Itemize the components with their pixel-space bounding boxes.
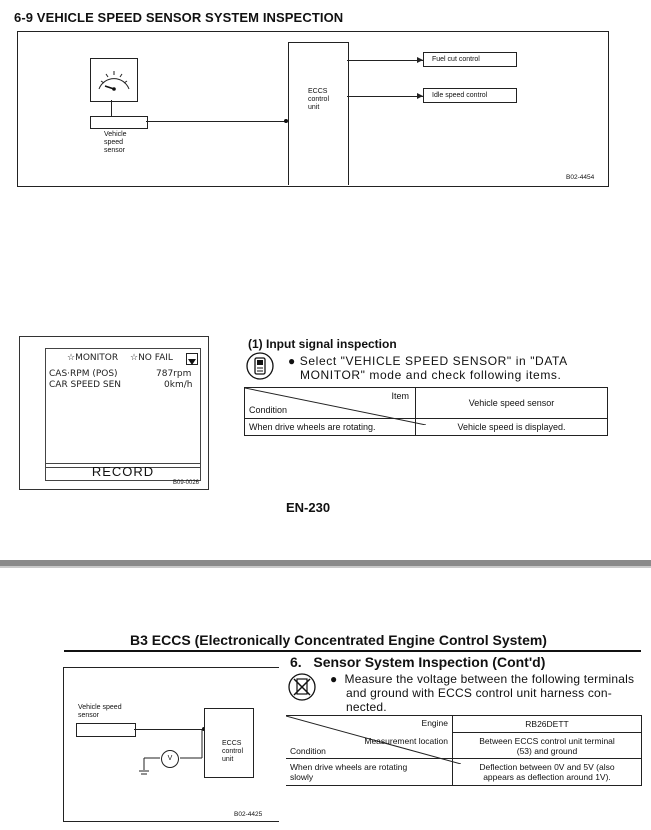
scroll-down-icon[interactable] [186,353,198,365]
arrow-line-idle-speed [347,96,423,97]
table-diagonal-header [286,716,453,759]
location-value-line1: Between ECCS control unit terminal [479,736,615,746]
voltage-spec-table [286,715,642,786]
wiring-diagram-bottom [63,667,279,822]
input-signal-instruction: ● Select "VEHICLE SPEED SENSOR" in "DATA MONITOR" mode and check following items. [288,354,568,382]
row-value: Vehicle speed is displayed. [416,419,608,436]
measurement-location-header: Measurement location [364,736,448,746]
wiring-diagram-top [17,31,609,187]
eccs-control-unit-label: ECCS control unit [308,88,330,111]
vehicle-speed-sensor-box [90,116,148,129]
gauge-connector [111,100,112,116]
condition-header: Condition [290,746,326,756]
row-condition: When drive wheels are rotating. [245,419,416,436]
bullet-dot: ● [288,354,300,368]
monitor-row2-label: CAR SPEED SEN [49,380,121,390]
record-button[interactable]: RECORD [45,463,201,481]
chapter-rule [64,650,641,652]
engine-model: RB26DETT [453,716,641,733]
chapter-title-b3-eccs: B3 ECCS (Electronically Concentrated Engine Control System) [130,632,547,648]
item-header: Item [391,391,409,401]
monitor-header-right: ☆NO FAIL [130,353,173,363]
input-signal-table [244,387,608,436]
monitor-display [45,348,201,468]
diagram-code: B02-4454 [566,174,595,181]
section-heading-6: 6. Sensor System Inspection (Cont'd) [290,654,546,670]
row-condition: When drive wheels are rotating slowly [286,759,453,786]
monitor-header-left: ☆MONITOR [67,353,119,363]
signal-wire [146,121,286,122]
monitor-row2-value: 0km/h [164,380,193,390]
bullet-dot: ● [330,672,345,686]
monitor-figure-code: B09-0026 [173,480,200,486]
page-number: EN-230 [286,500,331,515]
vehicle-speed-sensor-label: Vehicle speed sensor [104,131,127,154]
location-value-line2: (53) and ground [516,746,578,756]
vehicle-speed-sensor-box [76,723,136,737]
consult-tester-icon [246,352,274,380]
vehicle-speed-sensor-header: Vehicle speed sensor [416,388,608,419]
monitor-row1-label: CAS·RPM (POS) [49,369,118,379]
row-value: Deflection between 0V and 5V (also appears as deflection around 1V). [453,759,642,786]
page-separator-shadow [0,566,651,568]
no-tool-icon [288,673,316,701]
eccs-control-unit-label: ECCS control unit [222,740,244,763]
consult-monitor-screen [19,336,209,490]
section-title-vehicle-speed-sensor: 6-9 VEHICLE SPEED SENSOR SYSTEM INSPECTION [14,10,344,25]
monitor-row1-value: 787rpm [156,369,192,379]
diagram-code: B02-4425 [234,811,263,818]
engine-header: Engine [421,718,448,728]
voltage-measurement-instruction: ● Measure the voltage between the following terminals and ground with ECCS control unit harness con- nected. [330,672,635,714]
voltmeter-icon: V [161,750,179,768]
speedometer-icon [90,58,138,102]
arrow-line-fuel-cut [347,60,423,61]
table-diagonal-header [245,388,416,419]
fuel-cut-control-box: Fuel cut control [423,52,517,67]
eccs-control-unit-box [288,42,349,185]
condition-header: Condition [249,405,288,415]
input-signal-heading: (1) Input signal inspection [248,337,397,351]
engine-value-cell [453,716,642,759]
vehicle-speed-sensor-label: Vehicle speed sensor [78,704,122,719]
idle-speed-control-box: Idle speed control [423,88,517,103]
